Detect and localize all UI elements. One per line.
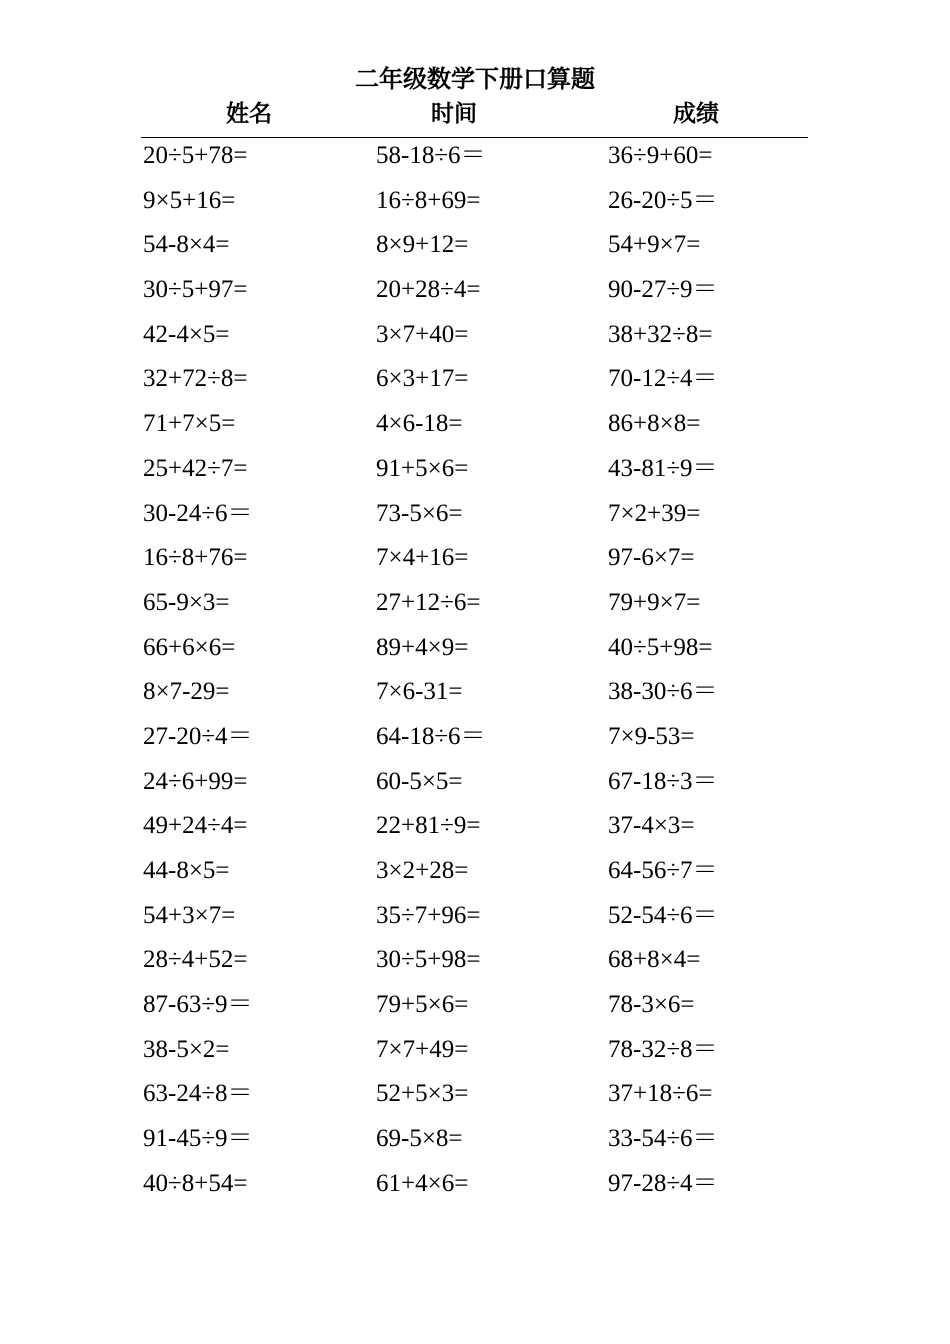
arithmetic-problem: 64-56÷7＝ <box>608 857 718 884</box>
problem-row <box>143 362 808 407</box>
problem-row <box>143 497 808 542</box>
arithmetic-problem: 7×2+39= <box>608 499 701 527</box>
arithmetic-problem: 54+9×7= <box>608 231 701 259</box>
arithmetic-problem: 97-6×7= <box>608 544 695 572</box>
arithmetic-problem: 58-18÷6＝ <box>376 142 486 169</box>
arithmetic-problem: 91+5×6= <box>376 454 469 482</box>
arithmetic-problem: 9×5+16= <box>143 186 236 214</box>
sheet-title: 二年级数学下册口算题 <box>355 65 595 93</box>
arithmetic-problem: 78-3×6= <box>608 991 695 1019</box>
problem-row <box>143 854 808 899</box>
arithmetic-problem: 87-63÷9＝ <box>143 991 253 1019</box>
problem-row <box>143 541 808 586</box>
arithmetic-problem: 54-8×4= <box>143 231 230 259</box>
problem-row <box>143 631 808 676</box>
problem-row <box>143 809 808 854</box>
problem-row <box>143 1033 808 1078</box>
problem-row <box>143 675 808 720</box>
problem-row <box>143 1167 808 1212</box>
problem-grid <box>143 139 808 1212</box>
problem-row <box>143 586 808 631</box>
arithmetic-problem: 60-5×5= <box>376 767 463 795</box>
arithmetic-problem: 44-8×5= <box>143 857 230 884</box>
arithmetic-problem: 25+42÷7= <box>143 454 248 482</box>
arithmetic-problem: 16÷8+69= <box>376 186 481 214</box>
problem-row <box>143 720 808 765</box>
arithmetic-problem: 7×9-53= <box>608 722 695 750</box>
arithmetic-problem: 16÷8+76= <box>143 544 248 572</box>
arithmetic-problem: 67-18÷3＝ <box>608 767 718 795</box>
arithmetic-problem: 24÷6+99= <box>143 767 248 795</box>
arithmetic-problem: 68+8×4= <box>608 946 701 974</box>
problem-row <box>143 1122 808 1167</box>
arithmetic-problem: 3×2+28= <box>376 857 469 884</box>
problem-row <box>143 899 808 944</box>
problem-row <box>143 452 808 497</box>
arithmetic-problem: 70-12÷4＝ <box>608 365 718 393</box>
problem-row <box>143 943 808 988</box>
arithmetic-problem: 35÷7+96= <box>376 901 481 929</box>
arithmetic-problem: 61+4×6= <box>376 1169 469 1197</box>
problem-row <box>143 988 808 1033</box>
problem-row <box>143 765 808 810</box>
arithmetic-problem: 91-45÷9＝ <box>143 1125 253 1153</box>
arithmetic-problem: 4×6-18= <box>376 410 463 438</box>
time-label: 时间 <box>431 101 477 127</box>
arithmetic-problem: 73-5×6= <box>376 499 463 527</box>
problem-row <box>143 273 808 318</box>
arithmetic-problem: 52+5×3= <box>376 1080 469 1108</box>
arithmetic-problem: 66+6×6= <box>143 633 236 661</box>
arithmetic-problem: 97-28÷4＝ <box>608 1169 718 1197</box>
arithmetic-problem: 22+81÷9= <box>376 812 481 840</box>
arithmetic-problem: 40÷8+54= <box>143 1169 248 1197</box>
arithmetic-problem: 30÷5+98= <box>376 946 481 974</box>
arithmetic-problem: 43-81÷9＝ <box>608 454 718 482</box>
arithmetic-problem: 7×6-31= <box>376 678 463 706</box>
arithmetic-problem: 63-24÷8＝ <box>143 1080 253 1108</box>
arithmetic-problem: 6×3+17= <box>376 365 469 393</box>
arithmetic-problem: 37-4×3= <box>608 812 695 840</box>
arithmetic-problem: 38-5×2= <box>143 1035 230 1063</box>
arithmetic-problem: 28÷4+52= <box>143 946 248 974</box>
arithmetic-problem: 27+12÷6= <box>376 588 481 616</box>
arithmetic-problem: 49+24÷4= <box>143 812 248 840</box>
arithmetic-problem: 7×7+49= <box>376 1035 469 1063</box>
problem-row <box>143 1077 808 1122</box>
arithmetic-problem: 33-54÷6＝ <box>608 1125 718 1153</box>
arithmetic-problem: 3×7+40= <box>376 320 469 348</box>
problem-row <box>143 228 808 273</box>
arithmetic-problem: 90-27÷9＝ <box>608 276 718 304</box>
arithmetic-problem: 32+72÷8= <box>143 365 248 393</box>
arithmetic-problem: 20÷5+78= <box>143 142 248 169</box>
arithmetic-problem: 30-24÷6＝ <box>143 499 253 527</box>
arithmetic-problem: 64-18÷6＝ <box>376 722 486 750</box>
arithmetic-problem: 7×4+16= <box>376 544 469 572</box>
header-divider <box>141 137 808 138</box>
arithmetic-problem: 8×7-29= <box>143 678 230 706</box>
score-label: 成绩 <box>673 101 719 127</box>
arithmetic-problem: 42-4×5= <box>143 320 230 348</box>
arithmetic-problem: 65-9×3= <box>143 588 230 616</box>
problem-row <box>143 407 808 452</box>
arithmetic-problem: 89+4×9= <box>376 633 469 661</box>
arithmetic-problem: 36÷9+60= <box>608 142 713 169</box>
arithmetic-problem: 79+5×6= <box>376 991 469 1019</box>
arithmetic-problem: 69-5×8= <box>376 1125 463 1153</box>
arithmetic-problem: 20+28÷4= <box>376 276 481 304</box>
arithmetic-problem: 52-54÷6＝ <box>608 901 718 929</box>
name-label: 姓名 <box>226 101 272 127</box>
arithmetic-problem: 78-32÷8＝ <box>608 1035 718 1063</box>
arithmetic-problem: 8×9+12= <box>376 231 469 259</box>
problem-row <box>143 184 808 229</box>
arithmetic-problem: 71+7×5= <box>143 410 236 438</box>
arithmetic-problem: 26-20÷5＝ <box>608 186 718 214</box>
problem-row <box>143 139 808 184</box>
arithmetic-problem: 54+3×7= <box>143 901 236 929</box>
problem-row <box>143 318 808 363</box>
arithmetic-problem: 38-30÷6＝ <box>608 678 718 706</box>
arithmetic-problem: 79+9×7= <box>608 588 701 616</box>
arithmetic-problem: 37+18÷6= <box>608 1080 713 1108</box>
arithmetic-problem: 40÷5+98= <box>608 633 713 661</box>
arithmetic-problem: 27-20÷4＝ <box>143 722 253 750</box>
arithmetic-problem: 86+8×8= <box>608 410 701 438</box>
arithmetic-problem: 38+32÷8= <box>608 320 713 348</box>
arithmetic-problem: 30÷5+97= <box>143 276 248 304</box>
